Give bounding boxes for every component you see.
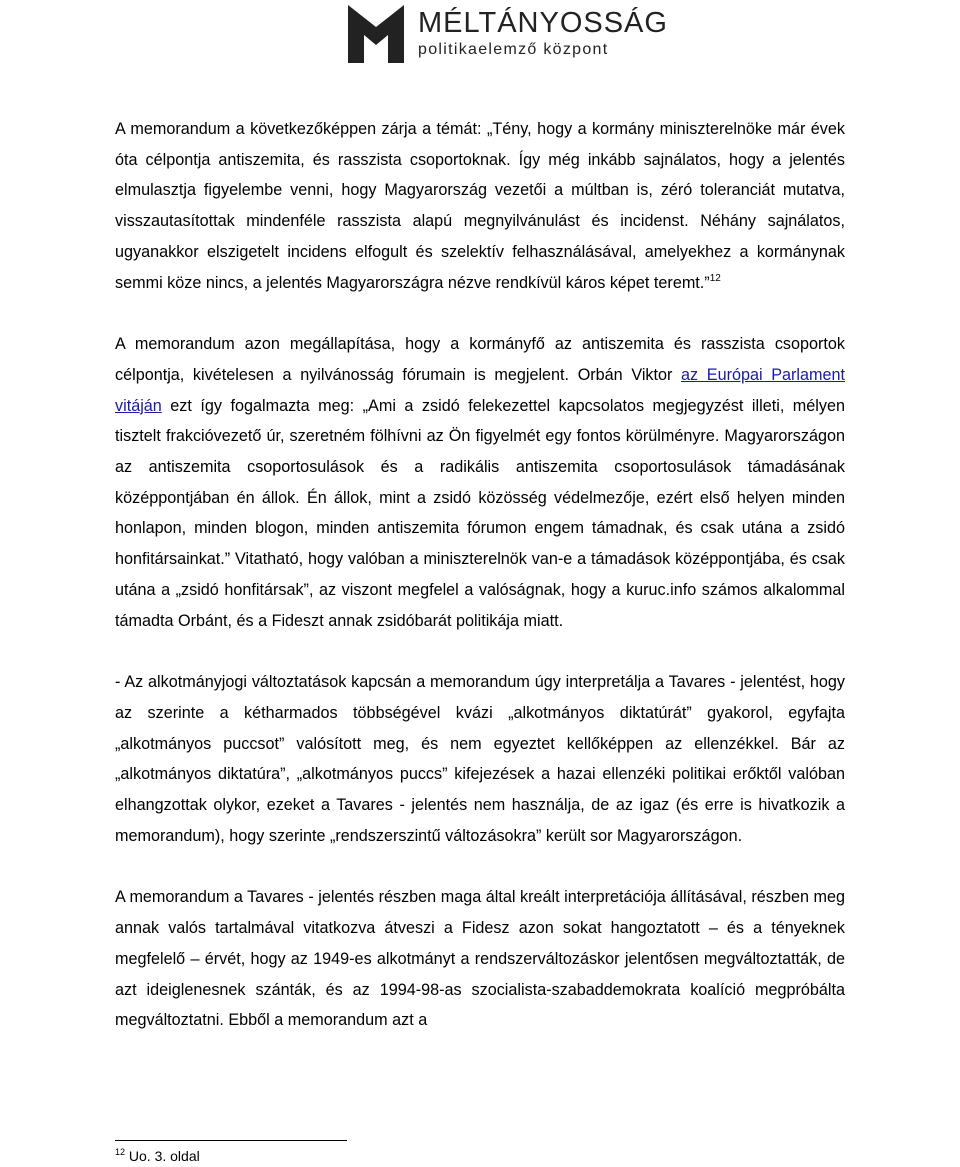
brand-name: MÉLTÁNYOSSÁG (418, 7, 668, 39)
document-body (115, 114, 845, 1036)
logo-text (418, 8, 668, 60)
paragraph-2-text-b: ezt így fogalmazta meg: „Ami a zsidó felekezettel kapcsolatos megjegyzést illeti, mélyen tisztelt frakcióvezető úr, szeretném fölhívni az Ön figyelmét egy fontos körülményre. Magyarországon az antiszemita csoportosulások és a radikális antiszemita csoportosulások támadásának középpontjában én állok. Én állok, mint a zsidó közösség védelmezője, ezért első helyen minden honlapon, minden blogon, minden antiszemita fórumon engem támadnak, és csak utána a zsidó honfitársainkat.” Vitatható, hogy valóban a miniszterelnök van-e a támadások középpontjába, és csak utána a „zsidó honfitársak”, az viszont megfelel a valóságnak, hogy a kuruc.info számos alkalommal támadta Orbánt, és a Fideszt annak zsidóbarát politikája miatt. (115, 396, 845, 630)
footnote-divider (115, 1140, 347, 1141)
paragraph-3: - Az alkotmányjogi változtatások kapcsán a memorandum úgy interpretálja a Tavares - jelentést, hogy az szerinte a kétharmados többségével kvázi „alkotmányos diktatúrát” gyakorol, egyfajta „alkotmányos puccsot” valósított meg, és nem egyeztet kellőképpen az ellenzékkel. Bár az „alkotmányos diktatúra”, „alkotmányos puccs” kifejezések a hazai ellenzéki politikai erőktől valóban elhangzottak olykor, ezeket a Tavares - jelentés nem használja, de az igaz (és erre is hivatkozik a memorandum), hogy szerinte „rendszerszintű változásokra” került sor Magyarországon. (115, 673, 845, 845)
footnote-text: Uo. 3. oldal (128, 1148, 200, 1164)
paragraph-2 (115, 329, 845, 636)
paragraph-4: A memorandum a Tavares - jelentés részben maga által kreált interpretációja állításával, részben meg annak valós tartalmával vitatkozva átveszi a Fidesz azon sokat hangoztatott – és a tényeknek megfelelő – érvét, hogy az 1949-es alkotmányt a rendszerváltozáskor jelentősen megváltoztatták, de azt ideiglenesnek szánták, és az 1994-98-as szocialista-szabaddemokrata koalíció megpróbálta megváltoztatni. Ebből a memorandum azt a (115, 888, 845, 1030)
paragraph-spacer (115, 851, 845, 882)
paragraph-spacer (115, 298, 845, 329)
paragraph-1-text: A memorandum a következőképpen zárja a témát: „Tény, hogy a kormány miniszterelnöke már évek óta célpontja antiszemita, és rasszista csoportoknak. Így még inkább sajnálatos, hogy a jelentés elmulasztja figyelembe venni, hogy Magyarország vezetői a múltban is, zéró toleranciát mutatva, visszautasítottak mindenféle rasszista alapú megnyilvánulást és incidenst. Néhány sajnálatos, ugyanakkor elszigetelt incidens elfogult és szelektív felhasználásával, amelyekhez a kormánynak semmi köze nincs, a jelentés Magyarországra nézve rendkívül káros képet teremt.” (115, 120, 845, 292)
ep-debate-link[interactable]: az Európai Parlament vitáján (115, 365, 845, 415)
paragraph-spacer (115, 636, 845, 667)
footnote-number: 12 (115, 1147, 126, 1157)
brand-subtitle: politikaelemző központ (418, 41, 609, 58)
footnote (115, 1147, 200, 1165)
paragraph-1 (115, 114, 845, 298)
paragraph-2-text-a: A memorandum azon megállapítása, hogy a kormányfő az antiszemita és rasszista csoportok célpontja, kivételesen a nyilvánosság fórumain is megjelent. Orbán Viktor (115, 335, 845, 384)
meltanyossag-logo-icon (348, 5, 404, 63)
footnote-ref-12[interactable]: 12 (709, 272, 721, 284)
page-header (348, 4, 668, 64)
